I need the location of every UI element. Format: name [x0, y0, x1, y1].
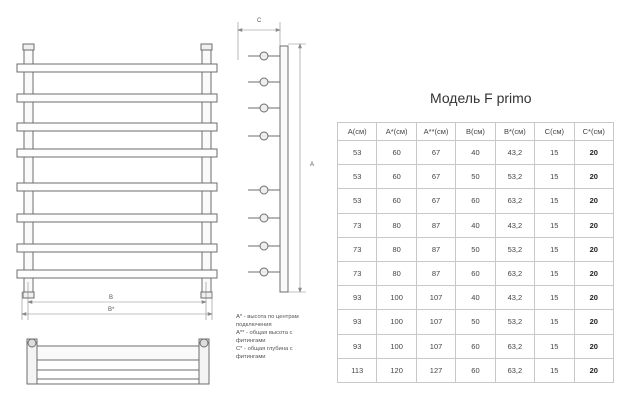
table-row — [338, 310, 614, 334]
table-cell: 100 — [377, 286, 416, 310]
side-view-pegs — [248, 52, 280, 276]
table-cell: 60 — [456, 334, 495, 358]
table-cell: 63,2 — [495, 261, 534, 285]
table-row — [338, 286, 614, 310]
table-cell: 67 — [416, 141, 455, 165]
table-cell: 20 — [574, 310, 613, 334]
dimension-notes — [236, 313, 328, 362]
table-cell: 60 — [377, 165, 416, 189]
table-cell: 63,2 — [495, 189, 534, 213]
table-cell: 20 — [574, 237, 613, 261]
table-cell: 63,2 — [495, 358, 534, 382]
table-body — [338, 141, 614, 383]
dimension-label-b: B — [109, 295, 114, 301]
table-header-cell: C*(см) — [574, 123, 613, 141]
table-cell: 20 — [574, 189, 613, 213]
table-cell: 15 — [535, 334, 574, 358]
towel-rail-rungs — [17, 64, 217, 278]
side-view — [248, 46, 288, 292]
table-cell: 60 — [456, 261, 495, 285]
rung — [17, 270, 217, 278]
table-cell: 43,2 — [495, 141, 534, 165]
table-cell: 43,2 — [495, 286, 534, 310]
table-cell: 15 — [535, 261, 574, 285]
table-row — [338, 334, 614, 358]
table-cell: 80 — [377, 213, 416, 237]
peg — [260, 104, 268, 112]
table-cell: 20 — [574, 358, 613, 382]
front-view — [17, 44, 217, 298]
table-header-cell: A**(см) — [416, 123, 455, 141]
table-cell: 87 — [416, 261, 455, 285]
table-cell: 20 — [574, 165, 613, 189]
table-cell: 100 — [377, 334, 416, 358]
rung — [17, 214, 217, 222]
peg — [260, 242, 268, 250]
table-cell: 50 — [456, 310, 495, 334]
table-cell: 50 — [456, 237, 495, 261]
table-cell: 40 — [456, 213, 495, 237]
table-cell: 53 — [338, 189, 377, 213]
rung — [17, 244, 217, 252]
table-header-cell: B(см) — [456, 123, 495, 141]
table-cell: 60 — [456, 189, 495, 213]
table-cell: 93 — [338, 334, 377, 358]
table-cell: 60 — [377, 141, 416, 165]
table-header-cell: B*(см) — [495, 123, 534, 141]
table-cell: 93 — [338, 310, 377, 334]
table-cell: 93 — [338, 286, 377, 310]
peg — [260, 186, 268, 194]
table-cell: 107 — [416, 286, 455, 310]
table-cell: 87 — [416, 237, 455, 261]
table-header-cell: A*(см) — [377, 123, 416, 141]
table-cell: 15 — [535, 213, 574, 237]
rung — [17, 183, 217, 191]
table-cell: 63,2 — [495, 334, 534, 358]
table-cell: 67 — [416, 189, 455, 213]
table-cell: 15 — [535, 141, 574, 165]
table-cell: 53 — [338, 165, 377, 189]
note-c-star: C* - общая глубина с фитингами — [236, 346, 293, 361]
rung — [17, 149, 217, 157]
dimension-label-a: A — [310, 162, 315, 168]
table-cell: 60 — [456, 358, 495, 382]
dimension-label-c: C — [257, 18, 262, 24]
table-row — [338, 358, 614, 382]
note-a-double-star: A** - общая высота с фитингами — [236, 330, 293, 345]
table-cell: 53,2 — [495, 310, 534, 334]
table-cell: 107 — [416, 334, 455, 358]
table-header-cell: A(см) — [338, 123, 377, 141]
table-cell: 15 — [535, 165, 574, 189]
table-cell: 67 — [416, 165, 455, 189]
table-cell: 80 — [377, 261, 416, 285]
dimension-label-b-star: B* — [108, 307, 115, 313]
table-row — [338, 141, 614, 165]
table-cell: 15 — [535, 189, 574, 213]
table-cell: 20 — [574, 286, 613, 310]
note-a-star: A* - высота по центрам подключения — [236, 314, 299, 329]
top-view — [27, 339, 209, 384]
table-cell: 15 — [535, 310, 574, 334]
table-cell: 73 — [338, 213, 377, 237]
table-cell: 127 — [416, 358, 455, 382]
table-cell: 20 — [574, 261, 613, 285]
table-cell: 73 — [338, 237, 377, 261]
rung — [17, 94, 217, 102]
table-row — [338, 189, 614, 213]
table-cell: 15 — [535, 286, 574, 310]
table-cell: 100 — [377, 310, 416, 334]
peg — [260, 132, 268, 140]
table-cell: 120 — [377, 358, 416, 382]
front-dimensions — [22, 282, 212, 320]
table-cell: 20 — [574, 141, 613, 165]
table-row — [338, 213, 614, 237]
table-cell: 40 — [456, 286, 495, 310]
peg — [260, 268, 268, 276]
peg — [260, 78, 268, 86]
table-cell: 60 — [377, 189, 416, 213]
table-cell: 50 — [456, 165, 495, 189]
peg — [260, 214, 268, 222]
rung — [17, 123, 217, 131]
rung — [17, 64, 217, 72]
table-row — [338, 261, 614, 285]
table-cell: 53,2 — [495, 165, 534, 189]
model-title: Модель F primo — [430, 90, 532, 106]
table-cell: 53 — [338, 141, 377, 165]
table-header-cell: C(см) — [535, 123, 574, 141]
table-cell: 107 — [416, 310, 455, 334]
table-cell: 20 — [574, 213, 613, 237]
table-cell: 20 — [574, 334, 613, 358]
side-dimensions — [238, 22, 306, 292]
table-header-row — [338, 123, 614, 141]
table-row — [338, 165, 614, 189]
table-cell: 15 — [535, 358, 574, 382]
peg — [260, 52, 268, 60]
table-cell: 15 — [535, 237, 574, 261]
table-cell: 80 — [377, 237, 416, 261]
table-row — [338, 237, 614, 261]
table-cell: 53,2 — [495, 237, 534, 261]
table-cell: 87 — [416, 213, 455, 237]
table-cell: 113 — [338, 358, 377, 382]
table-cell: 40 — [456, 141, 495, 165]
table-cell: 73 — [338, 261, 377, 285]
specs-table — [337, 122, 614, 383]
table-cell: 43,2 — [495, 213, 534, 237]
